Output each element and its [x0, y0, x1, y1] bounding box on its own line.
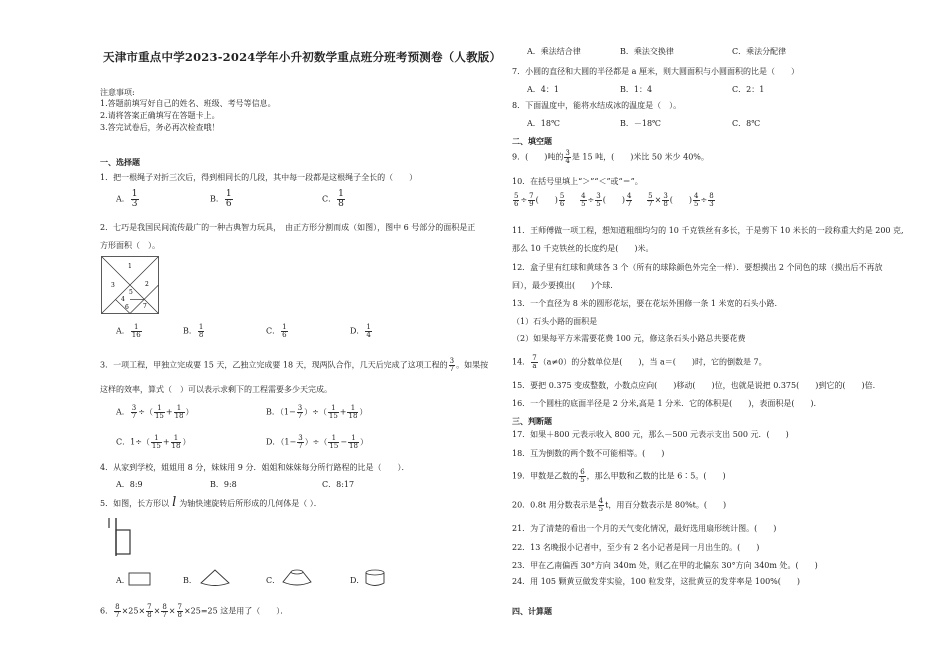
q4-option-a[interactable]: A．8:9 — [116, 480, 143, 489]
fraction: $\frac{3}{7}$ — [297, 404, 303, 420]
fraction: $\frac{3}{5}$ — [596, 192, 601, 208]
fraction: $\frac{6}{5}$ — [580, 468, 585, 484]
fraction: $\frac{8}{3}$ — [709, 192, 714, 208]
q10-stem: 10．在括号里填上“＞”“＜”或“＝”。 — [512, 177, 643, 186]
tangram-label: 5 — [129, 289, 133, 296]
q13-line2: （1）石头小路的面积是 — [512, 317, 598, 326]
q18-stem: 18．互为倒数的两个数不可能相等。( ) — [512, 449, 665, 458]
q2-stem-line1: 2．七巧是我国民间流传最广的一种古典智力玩具， 由正方形分割而成（如图），图中 6 号部分的面积是正 — [100, 223, 476, 232]
q5-option-d[interactable]: D． — [350, 576, 365, 585]
compare-blank[interactable]: ( ) — [669, 195, 693, 205]
compare-blank[interactable]: ( ) — [602, 195, 625, 205]
q3-stem-line2: 这样的效率，算式（ ）可以表示求剩下的工程需要多少天完成。 — [100, 385, 332, 394]
q11-line2: 那么 10 千克铁丝的长度约是( )米。 — [512, 244, 654, 253]
tangram-label: 7 — [143, 303, 147, 310]
fraction: $\frac{7}{8}$ — [147, 603, 152, 619]
tangram-label: 2 — [145, 281, 149, 288]
q23-stem: 23．甲在乙南偏西 30°方向 340m 处，则乙在甲的北偏东 30°方向 340m 处。( ) — [512, 561, 818, 570]
q4-option-b[interactable]: B．9:8 — [210, 480, 237, 489]
q16-stem: 16．一个圆柱的底面半径是 2 分米,高是 1 分米．它的体积是( )，表面积是( ). — [512, 399, 817, 408]
fraction: $\frac{4}{5}$ — [598, 497, 604, 513]
fraction: $\frac{1}{4}$ — [366, 323, 371, 339]
fraction: $\frac{8}{7}$ — [115, 603, 120, 619]
q2-option-c[interactable]: C． $\frac{1}{6}$ — [266, 323, 287, 339]
fraction: $\frac{4}{5}$ — [581, 192, 586, 208]
fraction: $\frac{1}{3}$ — [131, 189, 138, 209]
tangram-label: 3 — [111, 282, 115, 289]
fraction: $\frac{1}{15}$ — [329, 434, 339, 450]
q24-stem: 24．用 105 颗黄豆做发芽实验，100 粒发芽，这批黄豆的发芽率是 100%( ) — [512, 577, 801, 586]
q3-stem-line1: 3．一项工程，甲独立完成要 15 天，乙独立完成要 18 天，现两队合作，几天后完成了这项工程的 $\frac{3}{7}$ 。如果按 — [100, 357, 489, 373]
rectangle-shape-icon — [128, 571, 152, 587]
q11-line1: 11．王师傅做一项工程，想知道粗细均匀的 10 千克铁丝有多长，于是剪下 10 米长的一段称重大约是 200 克, — [512, 226, 904, 235]
notes-heading: 注意事项: — [100, 88, 135, 97]
fraction: $\frac{3}{7}$ — [449, 357, 455, 373]
q8-option-a[interactable]: A．18℃ — [527, 119, 560, 128]
note-item: 2.请将答案正确填写在答题卡上。 — [100, 111, 220, 120]
q22-stem: 22．13 名晚报小记者中，至少有 2 名小记者是同一月出生的。( ) — [512, 543, 760, 552]
fraction: $\frac{1}{15}$ — [154, 404, 164, 420]
q8-stem: 8．下面温度中，能将水结成冰的温度是（ ）。 — [512, 101, 682, 110]
q6-option-b[interactable]: B．乘法交换律 — [620, 47, 674, 56]
fraction: $\frac{1}{6}$ — [282, 323, 287, 339]
fraction: $\frac{3}{4}$ — [565, 149, 570, 165]
q12-line2: 回），最少要摸出( )个球. — [512, 281, 613, 290]
q10-comparisons: $\frac{5}{6}$ ÷ $\frac{7}{9}$ ( ) $\frac{5}{6}$ $\frac{4}{5}$ ÷ $\frac{3}{5}$ ( ) $\frac{4}{7}$ $\frac{5}{7}$ × $\frac{3}{8}$ ( ) $\frac{4}{5}$ ÷ $\frac{8}{3}$ — [514, 192, 714, 208]
q6-stem: 6． $\frac{8}{7}$ ×25× $\frac{7}{8}$ × $\frac{8}{7}$ × $\frac{7}{8}$ ×25=25 这是用了（ ）． — [100, 603, 289, 619]
q7-option-a[interactable]: A．4：1 — [527, 85, 559, 94]
q13-line1: 13．一个直径为 8 米的圆形花坛，要在花坛外围修一条 1 米宽的石头小路. — [512, 299, 778, 308]
q5-stem: 5．如图，长方形以 l 为轴快速旋转后所形成的几何体是（ ）． — [100, 495, 322, 510]
q2-option-d[interactable]: D． $\frac{1}{4}$ — [350, 323, 371, 339]
axis-label: l — [172, 495, 177, 510]
q4-option-c[interactable]: C．8:17 — [322, 480, 355, 489]
q2-option-b[interactable]: B． $\frac{1}{8}$ — [183, 323, 204, 339]
cylinder-shape-icon — [364, 569, 386, 587]
q4-stem: 4．从家到学校，姐姐用 8 分，妹妹用 9 分．姐姐和妹妹每分所行路程的比是（ ）． — [100, 463, 410, 472]
section-choice-heading: 一、选择题 — [100, 157, 140, 167]
q7-option-b[interactable]: B．1：4 — [620, 85, 653, 94]
fraction: $\frac{3}{8}$ — [663, 192, 668, 208]
q19-stem: 19．甲数是乙数的 $\frac{6}{5}$ ，那么甲数和乙数的比是 6∶5。( ) — [512, 468, 726, 484]
q3-option-d[interactable]: D．（1− $\frac{3}{7}$ ）÷（ $\frac{1}{15}$ − $\frac{1}{18}$ ） — [266, 434, 368, 450]
fraction: $\frac{5}{6}$ — [559, 192, 565, 208]
q13-line3: （2）如果每平方米需要花费 100 元，修这条石头小路总共要花费 — [512, 334, 746, 343]
note-item: 1.答题前填写好自己的姓名、班级、考号等信息。 — [100, 99, 276, 108]
fraction: $\frac{1}{18}$ — [174, 404, 184, 420]
fraction: $\frac{3}{7}$ — [298, 434, 303, 450]
q5-option-b[interactable]: B． — [183, 576, 197, 585]
fraction: $\frac{7}{a}$ — [532, 354, 537, 370]
fraction: $\frac{5}{7}$ — [648, 192, 653, 208]
q1-option-b[interactable]: B． $\frac{1}{6}$ — [210, 189, 232, 209]
q1-option-a[interactable]: A． $\frac{1}{3}$ — [116, 189, 138, 209]
q5-option-c[interactable]: C． — [266, 576, 281, 585]
fraction: $\frac{1}{6}$ — [225, 189, 232, 209]
tangram-label: 6 — [125, 304, 129, 311]
fraction: $\frac{3}{7}$ — [131, 404, 137, 420]
note-item: 3.答完试卷后，务必再次检查哦！ — [100, 123, 220, 132]
q3-option-a[interactable]: A． $\frac{3}{7}$ ÷（ $\frac{1}{15}$ + $\frac{1}{18}$ ） — [116, 404, 194, 420]
fraction: $\frac{1}{18}$ — [349, 434, 358, 450]
tangram-label: 1 — [128, 263, 132, 270]
fraction: $\frac{1}{15}$ — [151, 434, 161, 450]
fraction: $\frac{7}{9}$ — [529, 192, 534, 208]
q14-stem: 14． $\frac{7}{a}$ （a≠0）的分数单位是( )，当 a＝( )时，它的倒数是 7。 — [512, 354, 767, 370]
q8-option-c[interactable]: C．8℃ — [732, 119, 761, 128]
q15-stem: 15．要把 0.375 变成整数，小数点应向( )移动( )位，也就是说把 0.375( )到它的( )倍. — [512, 381, 876, 390]
rectangle-axis-figure — [106, 516, 134, 558]
tangram-label: 4 — [121, 296, 125, 303]
section-fill-heading: 二、填空题 — [512, 136, 552, 146]
fraction: $\frac{5}{6}$ — [514, 192, 519, 208]
q7-option-c[interactable]: C．2：1 — [732, 85, 765, 94]
q17-stem: 17．如果＋800 元表示收入 800 元，那么－500 元表示支出 500 元．( ) — [512, 430, 789, 439]
q5-option-a[interactable]: A． — [116, 576, 130, 585]
page-title: 天津市重点中学2023-2024学年小升初数学重点班分班考预测卷（人教版） — [103, 50, 502, 64]
fraction: $\frac{1}{18}$ — [171, 434, 181, 450]
compare-blank[interactable]: ( ) — [535, 195, 558, 205]
fraction: $\frac{4}{7}$ — [626, 192, 632, 208]
q1-option-c[interactable]: C． $\frac{1}{8}$ — [322, 189, 344, 209]
q12-line1: 12．盒子里有红球和黄球各 3 个（所有的球除颜色外完全一样）．要想摸出 2 个同色的球（摸出后不再放 — [512, 263, 883, 272]
q7-stem: 7．小圆的直径和大圆的半径都是 a 厘米，则大圆面积与小圆面积的比是（ ） — [512, 67, 799, 76]
fraction: $\frac{1}{8}$ — [338, 189, 344, 209]
q3-option-c[interactable]: C．1÷（ $\frac{1}{15}$ + $\frac{1}{18}$ ） — [116, 434, 191, 450]
fraction: $\frac{1}{8}$ — [198, 323, 204, 339]
q2-stem-line2: 方形面积（ ）。 — [100, 241, 160, 250]
q6-option-c[interactable]: C．乘法分配律 — [732, 47, 787, 56]
fraction: $\frac{4}{5}$ — [694, 192, 699, 208]
section-judge-heading: 三、判断题 — [512, 416, 552, 426]
q21-stem: 21．为了清楚的看出一个月的天气变化情况，最好选用扇形统计图。( ) — [512, 524, 777, 533]
fraction: $\frac{1}{16}$ — [131, 323, 141, 339]
q20-stem: 20．0.8t 用分数表示是 $\frac{4}{5}$ t，用百分数表示是 80%t。( ) — [512, 497, 727, 513]
q9-stem: 9．( )吨的 $\frac{3}{4}$ 是 15 吨，( )米比 50 米少 40%。 — [512, 149, 709, 165]
frustum-shape-icon — [281, 569, 313, 587]
q2-option-a[interactable]: A． $\frac{1}{16}$ — [116, 323, 141, 339]
tangram-figure — [101, 256, 159, 314]
cone-shape-icon — [200, 569, 230, 587]
fraction: $\frac{8}{7}$ — [162, 603, 167, 619]
fraction: $\frac{1}{18}$ — [348, 404, 358, 420]
q1-stem: 1．把一根绳子对折三次后，得到相同长的几段，其中每一段都是这根绳子全长的（ ） — [100, 173, 418, 182]
fraction: $\frac{1}{15}$ — [328, 404, 338, 420]
q6-option-a[interactable]: A．乘法结合律 — [527, 47, 581, 56]
section-calc-heading: 四、计算题 — [512, 606, 552, 616]
q3-option-b[interactable]: B．（1− $\frac{3}{7}$ ）÷（ $\frac{1}{15}$ + $\frac{1}{18}$ ） — [266, 404, 368, 420]
q8-option-b[interactable]: B．－18℃ — [620, 119, 662, 128]
fraction: $\frac{7}{8}$ — [177, 603, 182, 619]
